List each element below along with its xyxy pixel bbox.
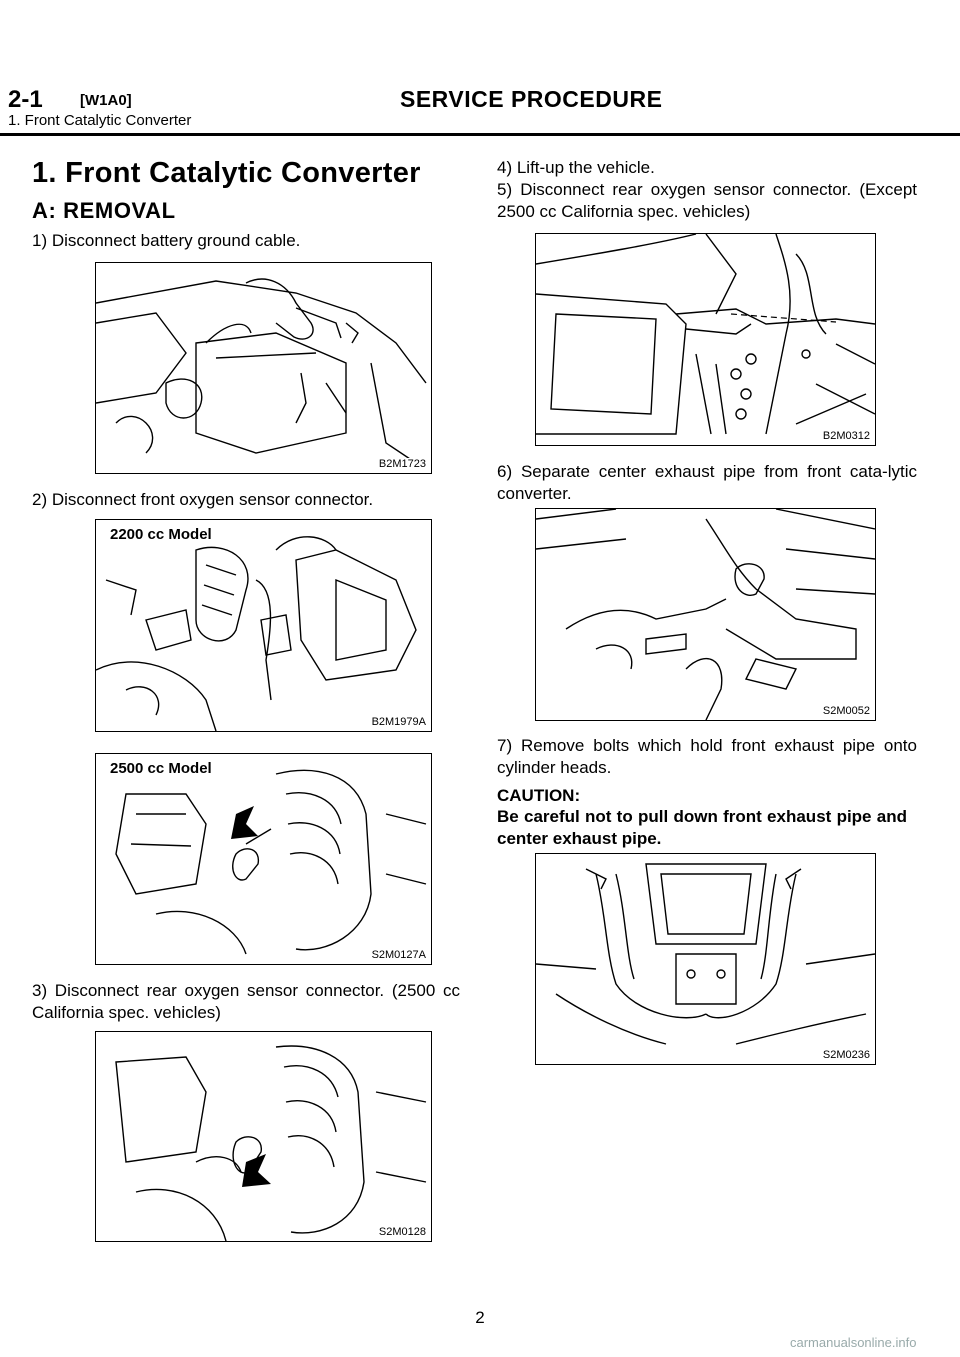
battery-illustration bbox=[96, 263, 431, 473]
watermark: carmanualsonline.info bbox=[790, 1335, 917, 1350]
figure-code: B2M1723 bbox=[378, 458, 426, 470]
figure-s2m0052 bbox=[535, 508, 876, 721]
caution-label: CAUTION: bbox=[497, 786, 581, 805]
figure-code: B2M1979A bbox=[371, 716, 426, 728]
page-number: 2 bbox=[475, 1308, 485, 1327]
step-7: 7) Remove bolts which hold front exhaust pipe onto cylinder heads. bbox=[497, 736, 917, 777]
sub-heading: A: REMOVAL bbox=[32, 198, 176, 223]
figure-b2m1979a bbox=[95, 519, 432, 732]
figure-s2m0128 bbox=[95, 1031, 432, 1242]
step-4: 4) Lift-up the vehicle. bbox=[497, 158, 655, 177]
figure-label: 2200 cc Model bbox=[110, 526, 212, 543]
figure-code: S2M0127A bbox=[371, 949, 426, 961]
figure-label: 2500 cc Model bbox=[110, 760, 212, 777]
figure-code: S2M0128 bbox=[378, 1226, 426, 1238]
figure-b2m0312 bbox=[535, 233, 876, 446]
section-sub: [W1A0] bbox=[80, 92, 132, 109]
page-title: SERVICE PROCEDURE bbox=[400, 86, 663, 112]
figure-code: S2M0052 bbox=[822, 705, 870, 717]
header-rule bbox=[0, 133, 960, 136]
step-1: 1) Disconnect battery ground cable. bbox=[32, 231, 301, 250]
figure-s2m0127a bbox=[95, 753, 432, 965]
section-heading: 1. Front Catalytic Converter bbox=[32, 157, 421, 189]
step-5: 5) Disconnect rear oxygen sensor connector. (Except 2500 cc California spec. vehicles) bbox=[497, 180, 917, 221]
caution-text: Be careful not to pull down front exhaust pipe and center exhaust pipe. bbox=[497, 807, 907, 848]
figure-code: B2M0312 bbox=[822, 430, 870, 442]
figure-s2m0236 bbox=[535, 853, 876, 1065]
figure-code: S2M0236 bbox=[822, 1049, 870, 1061]
step-3: 3) Disconnect rear oxygen sensor connector. (2500 cc California spec. vehicles) bbox=[32, 981, 460, 1022]
section-code: 2-1 bbox=[8, 86, 43, 113]
front-exhaust-pipe-illustration bbox=[536, 854, 875, 1064]
step-6: 6) Separate center exhaust pipe from front cata-lytic converter. bbox=[497, 462, 917, 503]
front-oxygen-sensor-2500-illustration bbox=[96, 754, 431, 964]
breadcrumb: 1. Front Catalytic Converter bbox=[8, 112, 192, 129]
front-oxygen-sensor-2200-illustration bbox=[96, 520, 431, 731]
step-2: 2) Disconnect front oxygen sensor connector. bbox=[32, 490, 374, 509]
exhaust-pipe-separation-illustration bbox=[536, 509, 875, 720]
rear-oxygen-sensor-illustration bbox=[536, 234, 875, 445]
figure-b2m1723 bbox=[95, 262, 432, 474]
rear-oxygen-sensor-california-illustration bbox=[96, 1032, 431, 1241]
